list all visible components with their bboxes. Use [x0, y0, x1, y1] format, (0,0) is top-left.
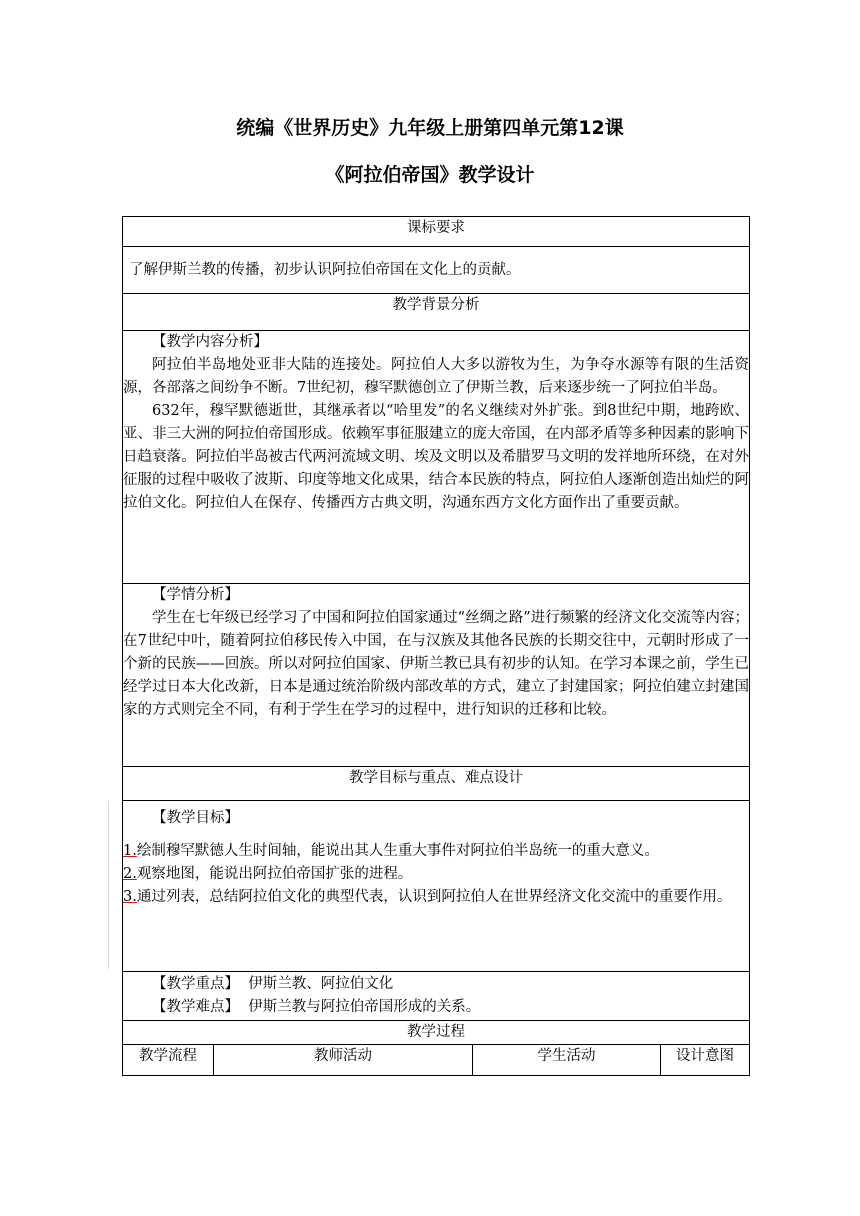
column-header-student: 学生活动	[473, 1045, 661, 1076]
column-header-intent: 设计意图	[661, 1045, 750, 1076]
content-paragraph-2: 632年，穆罕默德逝世，其继承者以“哈里发”的名义继续对外扩张。到8世纪中期，地跨欧、亚、非三大洲的阿拉伯帝国形成。依赖军事征服建立的庞大帝国，在内部矛盾等多种因素的影响下日趋衰落。阿拉伯半岛被古代两河流域文明、埃及文明以及希腊罗马文明的发祥地所环绕，在对外征服的过程中吸收了波斯、印度等地文化成果，结合本民族的特点，阿拉伯人逐渐创造出灿烂的阿拉伯文化。阿拉伯人在保存、传播西方古典文明，沟通东西方文化方面作出了重要贡献。	[123, 403, 749, 511]
goal-1	[123, 840, 749, 863]
goal-1-text: 绘制穆罕默德人生时间轴，能说出其人生重大事件对阿拉伯半岛统一的重大意义。	[136, 843, 659, 859]
key-point	[123, 973, 749, 996]
student-analysis-cell	[123, 584, 750, 767]
goals-cell	[123, 801, 750, 972]
background-header: 教学背景分析	[123, 294, 750, 331]
key-point-tag: 【教学重点】	[152, 976, 239, 992]
document-title: 统编《世界历史》九年级上册第四单元第12课	[236, 117, 624, 139]
standard-text: 了解伊斯兰教的传播，初步认识阿拉伯帝国在文化上的贡献。	[123, 247, 750, 294]
difficulty-point	[123, 996, 749, 1019]
student-analysis-tag: 【学情分析】	[152, 587, 239, 603]
difficulty-text: 伊斯兰教与阿拉伯帝国形成的关系。	[248, 999, 481, 1015]
goal-3-text: 通过列表，总结阿拉伯文化的典型代表，认识到阿拉伯人在世界经济文化交流中的重要作用。	[136, 889, 732, 905]
goal-2-text: 观察地图，能说出阿拉伯帝国扩张的进程。	[136, 866, 413, 882]
standard-header: 课标要求	[123, 217, 750, 247]
goal-2-number: 2.	[123, 866, 137, 882]
column-header-teacher: 教师活动	[214, 1045, 473, 1076]
goals-tag: 【教学目标】	[152, 810, 239, 826]
content-analysis-tag: 【教学内容分析】	[152, 334, 268, 350]
process-header: 教学过程	[123, 1021, 750, 1045]
key-difficulty-cell	[123, 972, 750, 1021]
goal-1-number: 1.	[123, 843, 137, 859]
key-point-text: 伊斯兰教、阿拉伯文化	[248, 976, 394, 992]
content-analysis-cell	[123, 331, 750, 584]
student-paragraph: 学生在七年级已经学习了中国和阿拉伯国家通过“丝绸之路”进行频繁的经济文化交流等内容；在7世纪中叶，随着阿拉伯移民传入中国，在与汉族及其他各民族的长期交往中，元朝时形成了一个新的民族——回族。所以对阿拉伯国家、伊斯兰教已具有初步的认知。在学习本课之前，学生已经学过日本大化改新，日本是通过统治阶级内部改革的方式，建立了封建国家；阿拉伯建立封建国家的方式则完全不同，有利于学生在学习的过程中，进行知识的迁移和比较。	[123, 610, 749, 718]
goal-3-number: 3.	[123, 889, 137, 905]
margin-change-bar	[108, 801, 109, 969]
difficulty-tag: 【教学难点】	[152, 999, 239, 1015]
lesson-plan-table	[122, 216, 750, 1076]
column-header-flow: 教学流程	[123, 1045, 214, 1076]
goals-header: 教学目标与重点、难点设计	[123, 767, 750, 801]
goal-3	[123, 886, 749, 909]
content-paragraph-1: 阿拉伯半岛地处亚非大陆的连接处。阿拉伯人大多以游牧为生，为争夺水源等有限的生活资源，各部落之间纷争不断。7世纪初，穆罕默德创立了伊斯兰教，后来逐步统一了阿拉伯半岛。	[123, 357, 749, 396]
document-subtitle: 《阿拉伯帝国》教学设计	[325, 164, 535, 186]
goal-2	[123, 863, 749, 886]
